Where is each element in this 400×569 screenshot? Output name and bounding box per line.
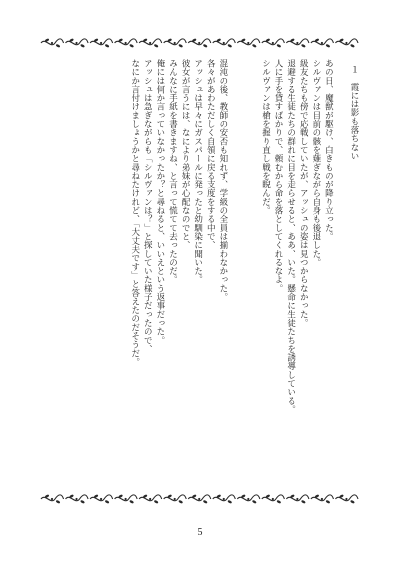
decorative-border-bottom (40, 493, 359, 505)
vine-motif (335, 38, 358, 48)
text-line: シルヴァンは目前の骸を薙ぎながら自身も後退した。 (310, 59, 321, 267)
text-line: シルヴァンは槍を握り直し戦を睨んだ。 (260, 59, 271, 215)
vine-motif (311, 38, 334, 48)
text-line: 彼女が言うには、なにより弟妹が心配なのでと、 (180, 59, 191, 250)
text-line: 人に手を貸すばかりで、頼むから命を落としてくれるなよ。 (273, 59, 284, 293)
vine-motif (286, 494, 309, 504)
vine-motif (115, 494, 138, 504)
vine-motif (115, 38, 138, 48)
vine-motif (139, 38, 162, 48)
vine-motif (188, 494, 211, 504)
vine-motif (164, 38, 187, 48)
vine-motif (139, 494, 162, 504)
text-line: 俺には何か言っていなかったか？と尋ねると、いいえという返事だった。 (154, 59, 165, 345)
decorative-border-top (40, 37, 359, 49)
text-line: みんなに手紙を書きますね、と言って慌てて去ったのだ。 (167, 59, 178, 284)
text-line: 各々があわただしく自領に戻る支度をする中で、 (205, 59, 216, 250)
text-line: アッシュは早々にガスパールに発ったと幼馴染に聞いた。 (192, 59, 203, 284)
vine-motif (41, 494, 64, 504)
vine-motif (188, 38, 211, 48)
vine-motif (237, 38, 260, 48)
vine-motif (66, 494, 89, 504)
text-line: なにか言付けましょうかと尋ねたけれど、「大丈夫です」と答えたのだそうだ。 (129, 59, 140, 367)
text-line: 級友たちも傍で応戦していたが、アッシュの姿は見つからなかった。 (298, 59, 309, 328)
text-line: 混沌の後、教師の安否も知れず、学級の全員は揃わなかった。 (217, 59, 228, 302)
vine-motif (335, 494, 358, 504)
vine-motif (213, 38, 236, 48)
vine-motif (237, 494, 260, 504)
vine-motif (286, 38, 309, 48)
vine-motif (311, 494, 334, 504)
vine-motif (262, 494, 285, 504)
text-line: 退避する生徒たちの群れに目を走らせると、ああ、いた。懸命に生徒たちを誘導している。 (285, 59, 296, 414)
vertical-text-body (60, 59, 360, 479)
chapter-heading: １ 霞には影も落ちない (349, 65, 359, 161)
vine-motif (66, 38, 89, 48)
text-line: あの日、魔獣が駆け、白きものが降り立った。 (323, 59, 334, 241)
page-number: 5 (197, 527, 203, 538)
vine-motif (90, 494, 113, 504)
vine-motif (262, 38, 285, 48)
vine-motif (213, 494, 236, 504)
vine-motif (90, 38, 113, 48)
vine-motif (164, 494, 187, 504)
vine-motif (41, 38, 64, 48)
text-line: アッシュは急ぎながらも「シルヴァンは？」と探していた様子だったので、 (142, 59, 153, 354)
